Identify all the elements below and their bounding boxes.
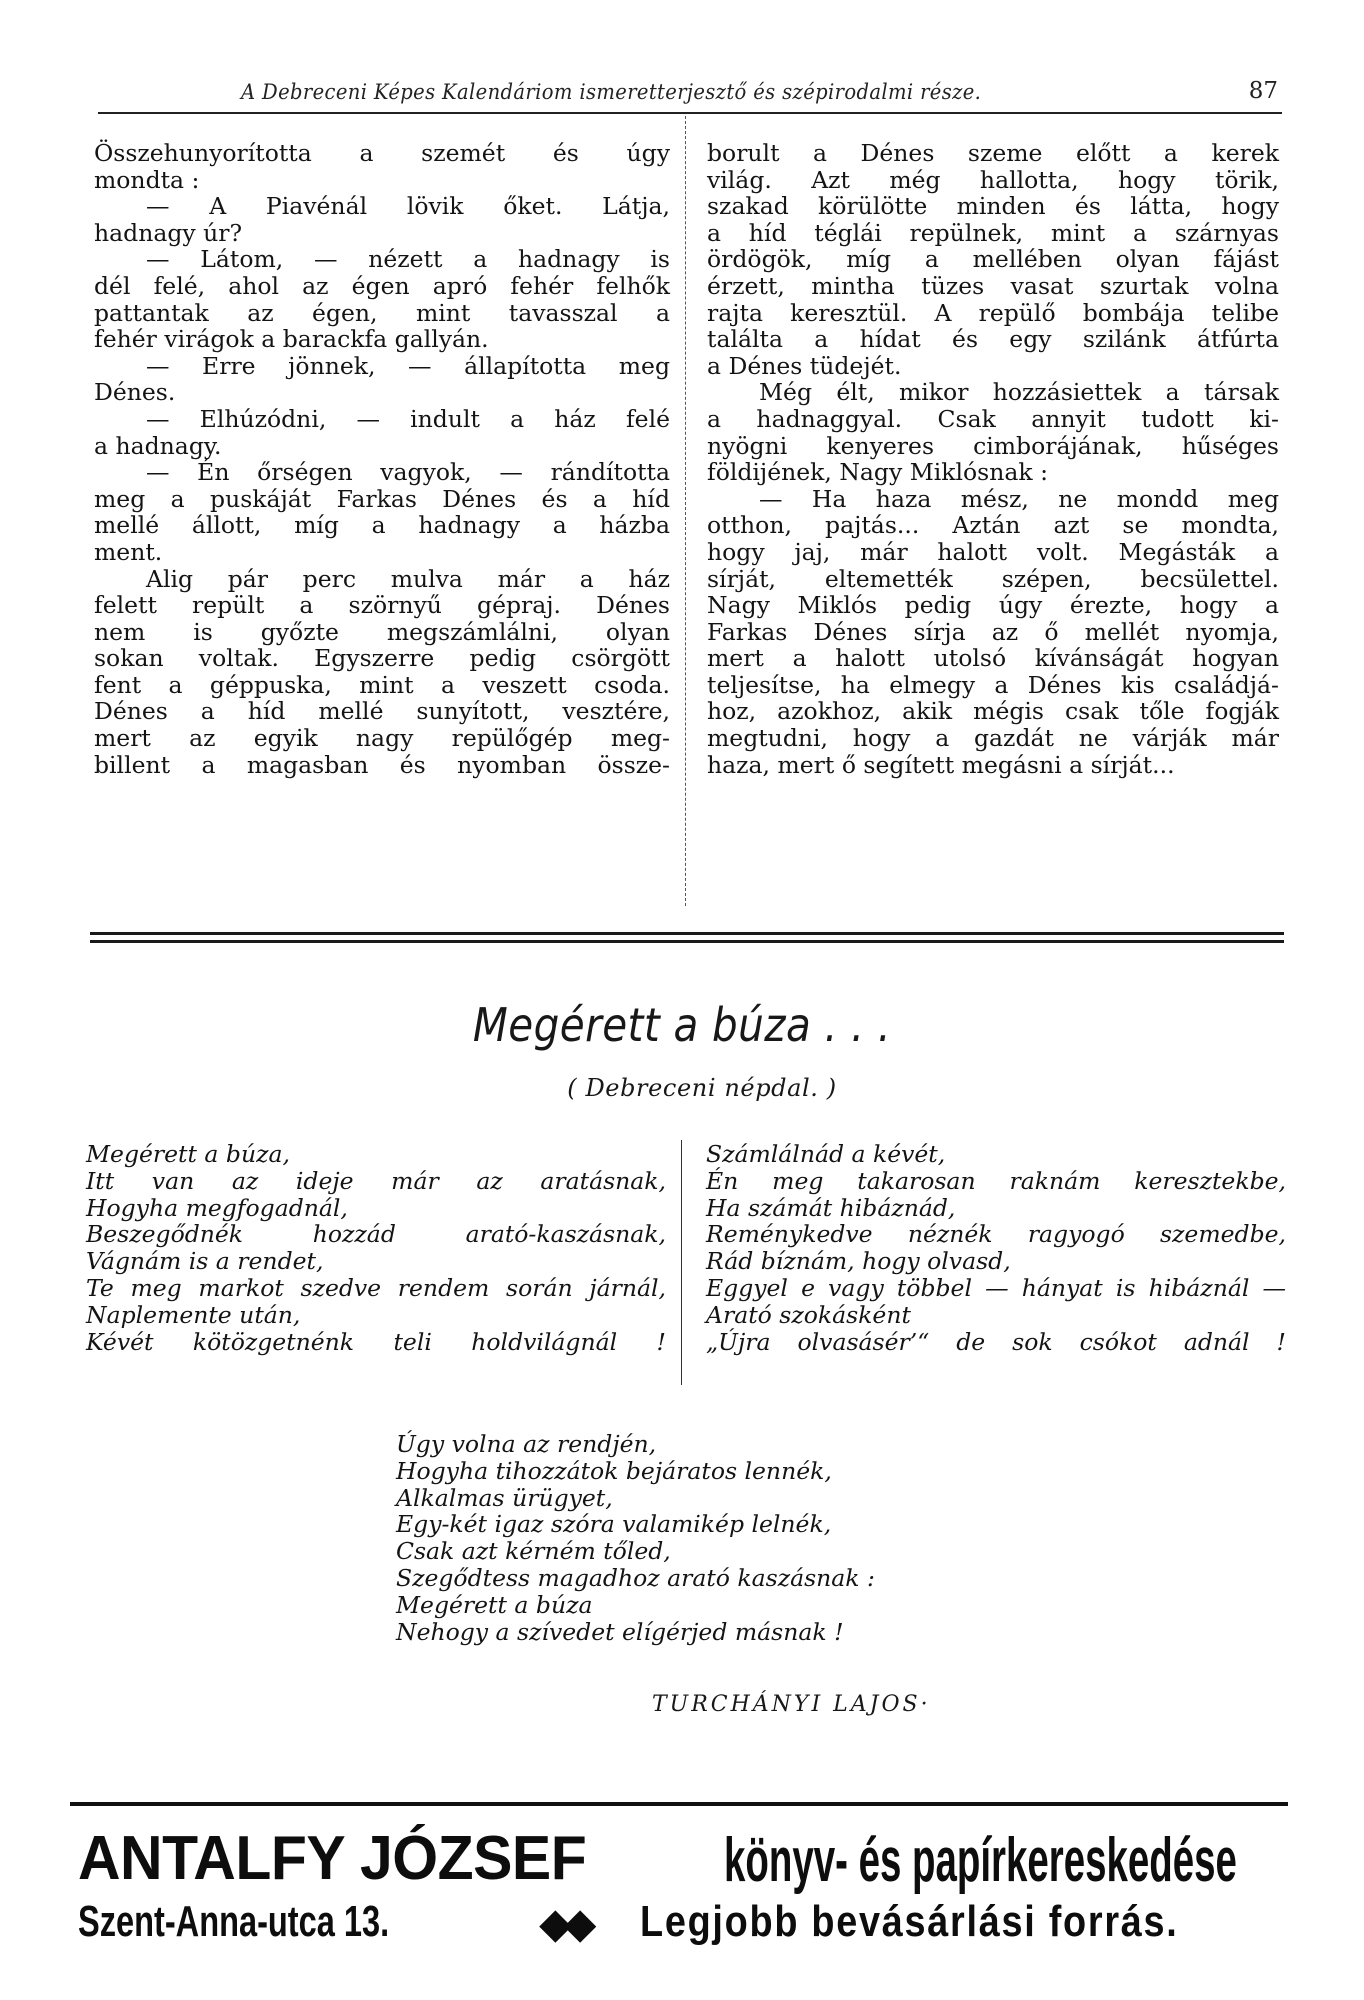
story-line: szakad körülötte minden és látta, hogy bbox=[707, 192, 1279, 221]
column-divider bbox=[685, 116, 686, 906]
poem-line: Eggyel e vagy többel — hányat is hibáznál — bbox=[706, 1273, 1286, 1302]
story-line: ment. bbox=[94, 537, 163, 566]
story-line: rajta keresztül. A repülő bombája telibe bbox=[707, 298, 1279, 327]
story-line: világ. Azt még hallotta, hogy törik, bbox=[707, 165, 1279, 194]
poem-subtitle: ( Debreceni népdal. ) bbox=[567, 1074, 837, 1102]
poem-author: TURCHÁNYI LAJOS· bbox=[652, 1692, 931, 1717]
story-line: Farkas Dénes sírja az ő mellét nyomja, bbox=[707, 617, 1279, 646]
page-number: 87 bbox=[1248, 78, 1278, 104]
advertisement-subline bbox=[78, 1894, 1288, 1954]
story-line: meg a puskáját Farkas Dénes és a híd bbox=[94, 484, 670, 513]
story-line: mert az egyik nagy repülőgép meg- bbox=[94, 724, 670, 753]
story-line: hoz, azokhoz, akik mégis csak tőle fogják bbox=[707, 697, 1279, 726]
running-header bbox=[98, 76, 1282, 110]
story-line: találta a hídat és egy szilánk átfúrta bbox=[707, 325, 1279, 354]
poem-title: Megérett a búza . . . bbox=[472, 998, 892, 1052]
story-line: Dénes. bbox=[94, 378, 176, 407]
story-line: pattantak az égen, mint tavasszal a bbox=[94, 298, 670, 327]
poem-line: Hogyha megfogadnál, bbox=[86, 1193, 348, 1222]
poem-line: Naplemente után, bbox=[86, 1300, 301, 1329]
poem-line: Rád bíznám, hogy olvasd, bbox=[706, 1247, 1011, 1276]
poem-line: Te meg markot szedve rendem során járnál, bbox=[86, 1273, 666, 1302]
story-line: sírját, eltemették szépen, becsülettel. bbox=[707, 564, 1279, 593]
poem-line: Alkalmas ürügyet, bbox=[396, 1483, 613, 1512]
story-line: nem is győzte megszámlálni, olyan bbox=[94, 617, 670, 646]
story-right-column bbox=[707, 140, 1279, 778]
running-header-title: A Debreceni Képes Kalendáriom ismeretterjesztő és szépirodalmi része. bbox=[241, 80, 982, 104]
story-line: ördögök, míg a mellében olyan fájást bbox=[707, 245, 1279, 274]
story-line: érzett, mintha tüzes vasat szurtak volna bbox=[707, 271, 1279, 300]
poem-line: Itt van az ideje már az aratásnak, bbox=[86, 1166, 666, 1195]
advertisement-headline bbox=[78, 1824, 1288, 1894]
story-line: teljesítse, ha elmegy a Dénes kis családjá- bbox=[707, 670, 1279, 699]
story-line: a Dénes tüdejét. bbox=[707, 351, 902, 380]
poem-line: Vágnám is a rendet, bbox=[86, 1247, 324, 1276]
poem-line: Úgy volna az rendjén, bbox=[396, 1430, 657, 1458]
story-line: — A Piavénál lövik őket. Látja, bbox=[146, 192, 670, 221]
story-line: haza, mert ő segített megásni a sírját... bbox=[707, 750, 1175, 779]
story-line: — Látom, — nézett a hadnagy is bbox=[146, 245, 670, 274]
story-line: — Én őrségen vagyok, — rándította bbox=[146, 458, 670, 487]
story-line: Összehunyorította a szemét és úgy bbox=[94, 139, 670, 167]
poem-line: Megérett a búza, bbox=[86, 1140, 290, 1168]
story-line: mert a halott utolsó kívánságát hogyan bbox=[707, 644, 1279, 673]
advertisement-address: Szent-Anna-utca 13. bbox=[78, 1897, 390, 1946]
story-line: sokan voltak. Egyszerre pedig csörgött bbox=[94, 644, 670, 673]
advertisement-slogan: Legjobb bevásárlási forrás. bbox=[640, 1897, 1179, 1946]
poem-line: Megérett a búza bbox=[396, 1590, 593, 1619]
poem-line: Csak azt kérném tőled, bbox=[396, 1537, 671, 1566]
story-line: Alig pár perc mulva már a ház bbox=[146, 564, 670, 593]
poem-line: Számlálnád a kévét, bbox=[706, 1140, 946, 1168]
advertisement-rule bbox=[70, 1802, 1288, 1806]
story-line: — Elhúzódni, — indult a ház felé bbox=[146, 404, 670, 433]
story-line: hadnagy úr? bbox=[94, 218, 243, 247]
story-line: a hadnaggyal. Csak annyit tudott ki- bbox=[707, 404, 1279, 433]
story-line: Nagy Miklós pedig úgy érezte, hogy a bbox=[707, 591, 1279, 620]
header-rule bbox=[98, 112, 1282, 114]
poem-line: Nehogy a szívedet elígérjed másnak ! bbox=[396, 1617, 844, 1646]
poem-line: Szegődtess magadhoz arató kaszásnak : bbox=[396, 1563, 875, 1592]
story-line: dél felé, ahol az égen apró fehér felhők bbox=[94, 271, 670, 300]
story-line: mondta : bbox=[94, 165, 200, 194]
poem-line: Ha számát hibáznád, bbox=[706, 1193, 956, 1222]
story-line: felett repült a szörnyű gépraj. Dénes bbox=[94, 591, 670, 620]
story-line: a híd téglái repülnek, mint a szárnyas bbox=[707, 218, 1279, 247]
poem-line: Reménykedve néznék ragyogó szemedbe, bbox=[706, 1220, 1286, 1249]
story-line: Dénes a híd mellé sunyított, vesztére, bbox=[94, 697, 670, 726]
poem-line: Beszegődnék hozzád arató-kaszásnak, bbox=[86, 1220, 666, 1249]
story-line: — Erre jönnek, — állapította meg bbox=[146, 351, 670, 380]
poem-stanza-1 bbox=[86, 1141, 666, 1355]
poem-stanza-2 bbox=[706, 1141, 1286, 1355]
story-line: fehér virágok a barackfa gallyán. bbox=[94, 325, 489, 354]
poem-stanza-3 bbox=[396, 1431, 996, 1645]
story-line: otthon, pajtás... Aztán azt se mondta, bbox=[707, 511, 1279, 540]
poem-line: „Újra olvasásér’“ de sok csókot adnál ! bbox=[706, 1327, 1286, 1356]
story-line: fent a géppuska, mint a veszett csoda. bbox=[94, 670, 670, 699]
story-line: — Ha haza mész, ne mondd meg bbox=[759, 484, 1279, 513]
poem-divider bbox=[681, 1140, 682, 1385]
poem-line: Kévét kötözgetnénk teli holdvilágnál ! bbox=[86, 1327, 666, 1356]
story-line: földijének, Nagy Miklósnak : bbox=[707, 458, 1049, 487]
story-line: nyögni kenyeres cimborájának, hűséges bbox=[707, 431, 1279, 460]
story-line: a hadnagy. bbox=[94, 431, 222, 460]
story-line: megtudni, hogy a gazdát ne várják már bbox=[707, 724, 1279, 753]
advertisement-name: ANTALFY JÓZSEF bbox=[78, 1824, 587, 1893]
story-line: hogy jaj, már halott volt. Megásták a bbox=[707, 537, 1279, 566]
advertisement-business: könyv- és papírkereskedése bbox=[724, 1826, 1237, 1895]
section-rule-top bbox=[90, 932, 1284, 935]
poem-line: Hogyha tihozzátok bejáratos lennék, bbox=[396, 1456, 832, 1485]
poem-line: Én meg takarosan raknám keresztekbe, bbox=[706, 1166, 1286, 1195]
story-line: billent a magasban és nyomban össze- bbox=[94, 750, 670, 779]
poem-line: Arató szokásként bbox=[706, 1300, 911, 1329]
poem-line: Egy-két igaz szóra valamikép lelnék, bbox=[396, 1510, 832, 1539]
story-line: borult a Dénes szeme előtt a kerek bbox=[707, 139, 1279, 167]
diamond-separator-icon: ◆◆ bbox=[540, 1902, 590, 1946]
story-left-column bbox=[94, 140, 670, 778]
section-rule-bottom bbox=[90, 940, 1284, 943]
story-line: mellé állott, míg a hadnagy a házba bbox=[94, 511, 670, 540]
story-line: Még élt, mikor hozzásiettek a társak bbox=[759, 378, 1279, 407]
